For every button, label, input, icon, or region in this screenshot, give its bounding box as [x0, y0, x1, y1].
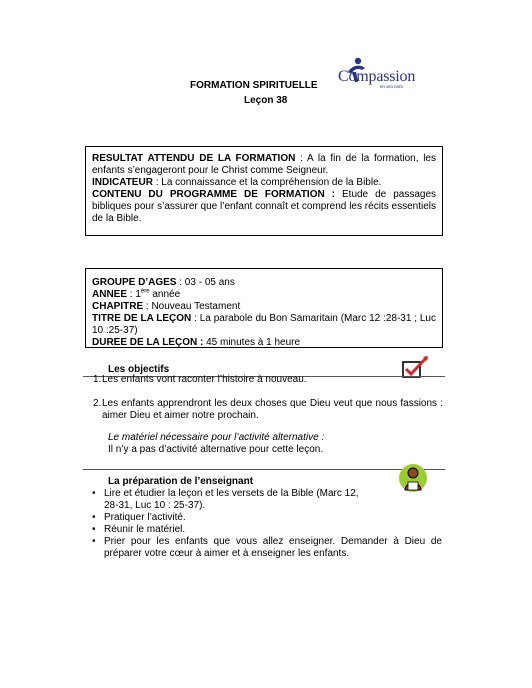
- lesson-title-text: : La parabole du Bon Samaritain (Marc 12 :28-31 ; Luc 10 :25-37): [92, 313, 436, 336]
- program-content-text: Etude de passages bibliques pour s’assurer que l’enfant connaît et comprend les récits essentiels de la Bible.: [92, 189, 436, 224]
- expected-result-text: : A la fin de la formation, les enfants s’engageront pour le Christ comme Seigneur.: [92, 153, 436, 176]
- age-group-label: GROUPE D’AGES: [92, 277, 177, 288]
- age-group-text: : 03 - 05 ans: [176, 277, 235, 288]
- chapter-line: [92, 301, 436, 313]
- objective-number-1: 1.: [93, 374, 102, 385]
- expected-result-label: RESULTAT ATTENDU DE LA FORMATION: [92, 153, 296, 164]
- objective-item-1: [93, 374, 443, 386]
- program-content-label: CONTENU DU PROGRAMME DE FORMATION :: [92, 189, 336, 200]
- prep-divider: [83, 469, 445, 470]
- logo-tagline: en son nom: [380, 85, 404, 90]
- lesson-info-content: [92, 277, 436, 349]
- compassion-logo: [336, 56, 430, 90]
- prep-item-text-2: Pratiquer l’activité.: [104, 512, 186, 523]
- lesson-number: Leçon 38: [244, 95, 288, 106]
- expected-result-line: [92, 153, 436, 177]
- chapter-text: : Nouveau Testament: [143, 301, 241, 312]
- objective-text-1: Les enfants vont raconter l’histoire à nouveau.: [102, 374, 307, 385]
- lesson-info-box: [85, 268, 443, 348]
- duration-line: [92, 337, 436, 349]
- year-label: ANNEE: [92, 289, 128, 300]
- objectives-heading: Les objectifs: [108, 364, 170, 375]
- prep-item-text-1: Lire et étudier la leçon et les versets de la Bible (Marc 12, 28-31, Luc 10 : 25-37).: [104, 488, 359, 511]
- prep-heading: La préparation de l’enseignant: [108, 476, 254, 487]
- prep-item-3: [92, 524, 392, 536]
- logo-wordmark: Compassion: [338, 68, 416, 85]
- teacher-icon: [398, 462, 428, 494]
- objective-text-2: Les enfants apprendront les deux choses que Dieu veut que nous fassions : aimer Dieu et aimer notre prochain.: [102, 398, 443, 421]
- indicator-text: : La connaissance et la compréhension de la Bible.: [152, 177, 382, 188]
- objectives-list: [93, 374, 443, 422]
- lesson-title-label: TITRE DE LA LEÇON: [92, 313, 192, 324]
- formation-box: [85, 146, 443, 236]
- indicator-label: INDICATEUR: [92, 177, 153, 188]
- chapter-label: CHAPITRE: [92, 301, 144, 312]
- lesson-title-line: [92, 313, 436, 337]
- prep-item-2: [92, 512, 392, 524]
- objective-number-2: 2.: [93, 398, 102, 409]
- age-group-line: [92, 277, 436, 289]
- alt-material-text: Il n’y a pas d’activité alternative pour cette leçon.: [108, 444, 324, 455]
- prep-item-text-3: Réunir le matériel.: [104, 524, 186, 535]
- prep-item-4: [92, 536, 442, 560]
- document-title: FORMATION SPIRITUELLE: [190, 80, 318, 91]
- objective-item-2: [93, 398, 443, 422]
- prep-item-text-4: Prier pour les enfants que vous allez enseigner. Demander à Dieu de préparer votre cœur à aimer et à enseigner les enfants.: [104, 536, 442, 559]
- duration-text: 45 minutes à 1 heure: [203, 337, 301, 348]
- year-line: [92, 289, 436, 301]
- prep-list: [92, 488, 442, 560]
- prep-item-1: [92, 488, 374, 512]
- indicator-line: [92, 177, 436, 189]
- year-suffix: année: [149, 289, 181, 300]
- program-content-line: [92, 189, 436, 225]
- duration-label: DUREE DE LA LEÇON :: [92, 337, 204, 348]
- formation-box-content: [92, 153, 436, 225]
- year-text: : 1: [127, 289, 141, 300]
- year-superscript: ère: [140, 288, 150, 295]
- alt-material-heading: Le matériel nécessaire pour l’activité alternative :: [108, 432, 325, 443]
